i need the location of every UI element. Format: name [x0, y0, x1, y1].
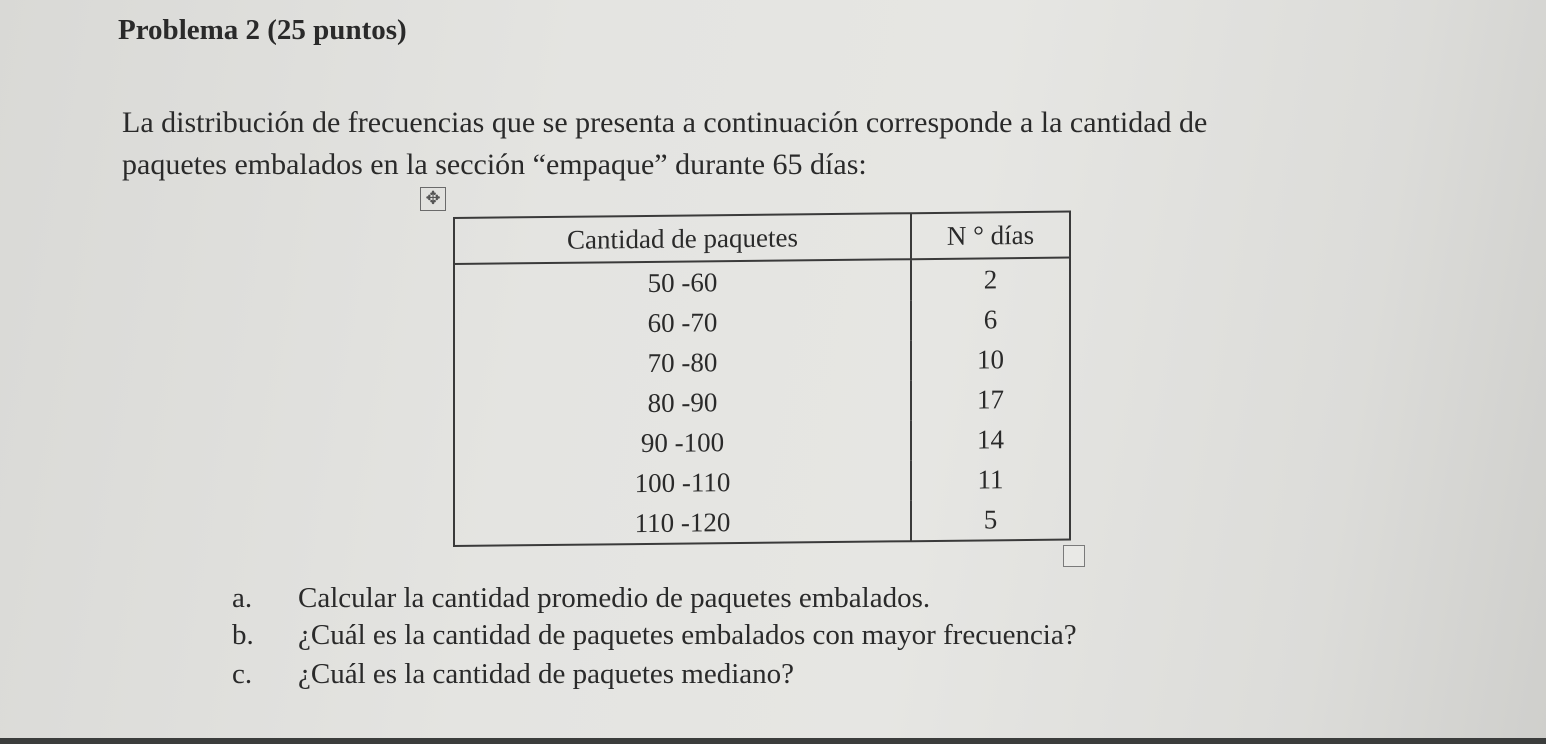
question-item-b — [232, 619, 1077, 652]
cell-range: 110 -120 — [454, 500, 911, 546]
cell-range: 50 -60 — [454, 259, 911, 305]
table-header-row — [454, 212, 1070, 264]
cell-days: 17 — [977, 383, 1004, 415]
table-row — [454, 499, 1070, 546]
table-row — [454, 258, 1070, 305]
intro-line-2: paquetes embalados en la sección “empaque” durante 65 días: — [122, 148, 867, 181]
question-text: ¿Cuál es la cantidad de paquetes mediano? — [298, 658, 795, 690]
cell-days: 14 — [977, 423, 1004, 455]
cell-days: 2 — [983, 263, 998, 294]
problem-title: Problema 2 (25 puntos) — [118, 14, 407, 46]
cell-range: 60 -70 — [454, 300, 911, 345]
cell-days: 11 — [977, 463, 1004, 495]
question-item-c — [232, 658, 794, 691]
question-letter: b. — [232, 619, 254, 651]
question-item-a — [232, 582, 930, 615]
header-num-dias: N ° días — [911, 212, 1070, 260]
table-row — [454, 379, 1070, 425]
screen-bottom-edge — [0, 738, 1546, 744]
cell-range: 90 -100 — [454, 420, 911, 465]
frequency-table — [453, 211, 1071, 547]
cell-range: 80 -90 — [454, 380, 911, 425]
header-cantidad-paquetes: Cantidad de paquetes — [454, 213, 911, 264]
question-text: Calcular la cantidad promedio de paquetes embalados. — [298, 582, 931, 614]
cell-days: 6 — [983, 303, 998, 334]
intro-line-1: La distribución de frecuencias que se presenta a continuación corresponde a la cantidad de — [122, 106, 1208, 139]
table-row — [454, 339, 1070, 385]
question-letter: c. — [232, 658, 253, 690]
question-text: ¿Cuál es la cantidad de paquetes embalados con mayor frecuencia? — [298, 619, 1077, 651]
table-row — [454, 459, 1070, 505]
table-resize-handle[interactable] — [1063, 545, 1085, 567]
cell-days: 10 — [977, 343, 1004, 375]
cell-range: 70 -80 — [454, 340, 911, 385]
table-row — [454, 299, 1070, 345]
cell-days: 5 — [983, 503, 998, 534]
question-letter: a. — [232, 582, 253, 614]
table-row — [454, 419, 1070, 465]
move-arrows-icon[interactable]: ✥ — [420, 187, 446, 211]
cell-range: 100 -110 — [454, 460, 911, 505]
